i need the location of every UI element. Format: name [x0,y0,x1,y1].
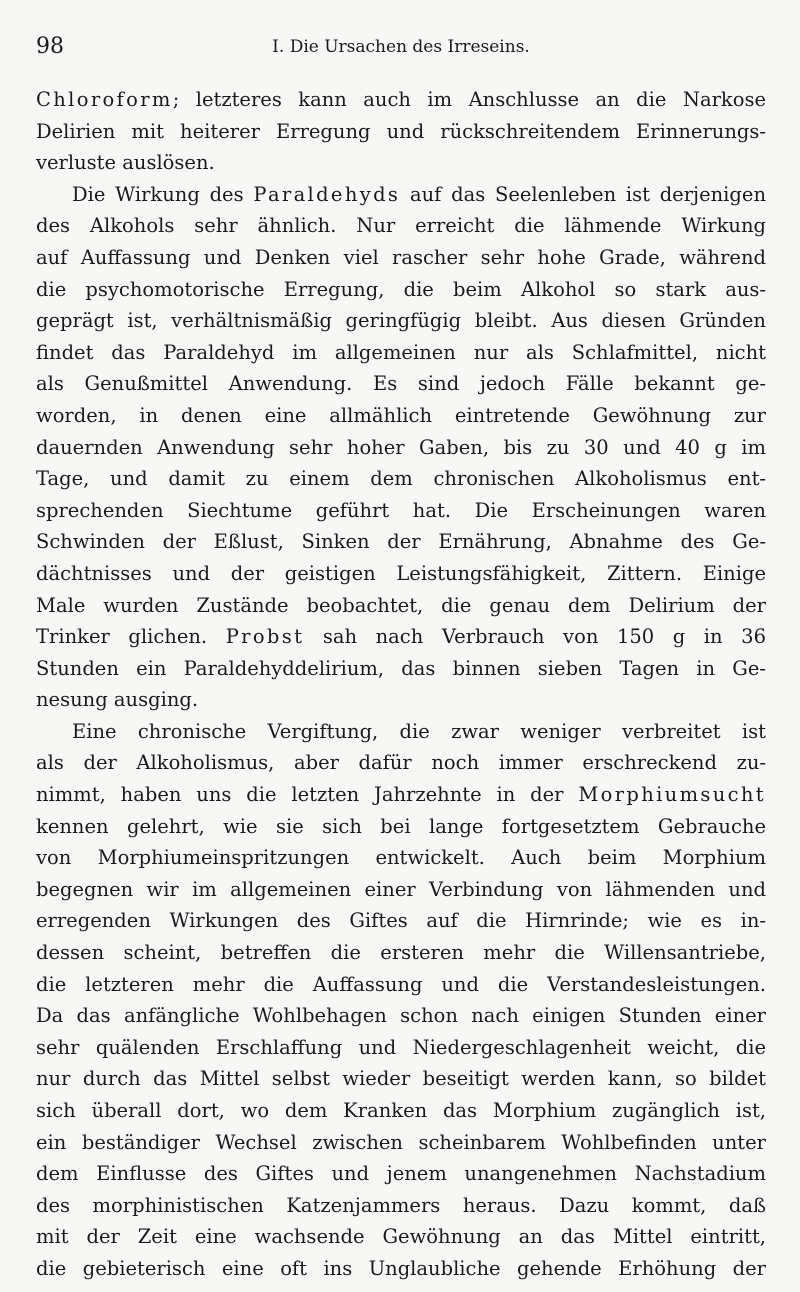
spaced-term: Chloroform [36,88,173,111]
text-line: die letzteren mehr die Auffassung und die Verstandesleistungen. [36,972,766,996]
text-line: nur durch das Mittel selbst wieder beseitigt werden kann, so bildet [36,1067,766,1091]
text-line: Da das anfängliche Wohlbehagen schon nach einigen Stunden einer [36,1004,766,1028]
text-line: von Morphiumeinspritzungen entwickelt. Auch beim Morphium [36,846,766,870]
text-line: geprägt ist, verhältnismäßig geringfügig bleibt. Aus diesen Gründen [36,309,766,333]
text-line: Trinker glichen. Probst sah nach Verbrauch von 150 g in 36 [36,625,766,649]
text-line: sprechenden Siechtume geführt hat. Die Erscheinungen waren [36,498,766,522]
text-line: nesung ausging. [36,688,199,712]
text-line: auf Auffassung und Denken viel rascher sehr hohe Grade, während [36,245,766,269]
text-line: sehr quälenden Erschlaffung und Niedergeschlagenheit weicht, die [36,1035,766,1059]
text-line: des Alkohols sehr ähnlich. Nur erreicht die lähmende Wirkung [36,214,766,238]
text-line: des morphinistischen Katzenjammers heraus. Dazu kommt, daß [36,1193,766,1217]
text-line: Stunden ein Paraldehyddelirium, das binnen sieben Tagen in Ge- [36,656,766,680]
text-line: Chloroform; letzteres kann auch im Anschlusse an die Narkose [36,88,766,111]
text-line: Schwinden der Eßlust, Sinken der Ernährung, Abnahme des Ge- [36,530,766,554]
paragraph-start-line: Die Wirkung des Paraldehyds auf das Seelenleben ist derjenigen [72,182,767,206]
text-line: als Genußmittel Anwendung. Es sind jedoch Fälle bekannt ge- [36,372,766,396]
text-line: dem Einflusse des Giftes und jenem unangenehmen Nachstadium [36,1162,766,1186]
text-line: als der Alkoholismus, aber dafür noch immer erschreckend zu- [36,751,766,775]
spaced-term: Morphiumsucht [578,783,766,807]
text-line: die gebieterisch eine oft ins Unglaubliche gehende Erhöhung der [36,1256,766,1280]
text-line: mit der Zeit eine wachsende Gewöhnung an das Mittel eintritt, [36,1225,766,1249]
text-line: Delirien mit heiterer Erregung und rückschreitendem Erinnerungs- [36,119,766,143]
text-line: nimmt, haben uns die letzten Jahrzehnte in der Morphiumsucht [36,783,766,807]
body-text [36,84,766,1285]
running-title: I. Die Ursachen des Irreseins. [272,37,530,57]
text-line: sich überall dort, wo dem Kranken das Morphium zugänglich ist, [36,1099,766,1122]
text-line: ein beständiger Wechsel zwischen scheinbarem Wohlbefinden unter [36,1130,766,1154]
text-line: dauernden Anwendung sehr hoher Gaben, bis zu 30 und 40 g im [36,435,766,459]
text-line: Tage, und damit zu einem dem chronischen Alkoholismus ent- [36,467,766,491]
paragraph-start-line: Eine chronische Vergiftung, die zwar weniger verbreitet ist [72,719,766,743]
text-line: dächtnisses und der geistigen Leistungsfähigkeit, Zittern. Einige [36,561,766,585]
text-line: erregenden Wirkungen des Giftes auf die Hirnrinde; wie es in- [36,909,766,933]
text-line: Male wurden Zustände beobachtet, die genau dem Delirium der [36,593,766,617]
text-line: findet das Paraldehyd im allgemeinen nur als Schlafmittel, nicht [36,340,766,364]
spaced-term: Paraldehyds [253,182,401,206]
text-line: worden, in denen eine allmählich eintretende Gewöhnung zur [36,403,766,427]
spaced-term: Probst [225,625,305,649]
text-line: dessen scheint, betreffen die ersteren mehr die Willensantriebe, [36,941,766,965]
text-line: begegnen wir im allgemeinen einer Verbindung von lähmenden und [36,877,766,901]
page-header [36,34,766,64]
text-line: die psychomotorische Erregung, die beim Alkohol so stark aus- [36,277,766,301]
page-number: 98 [36,34,64,59]
text-line: kennen gelehrt, wie sie sich bei lange fortgesetztem Gebrauche [36,814,766,838]
text-line: verluste auslösen. [36,151,215,175]
